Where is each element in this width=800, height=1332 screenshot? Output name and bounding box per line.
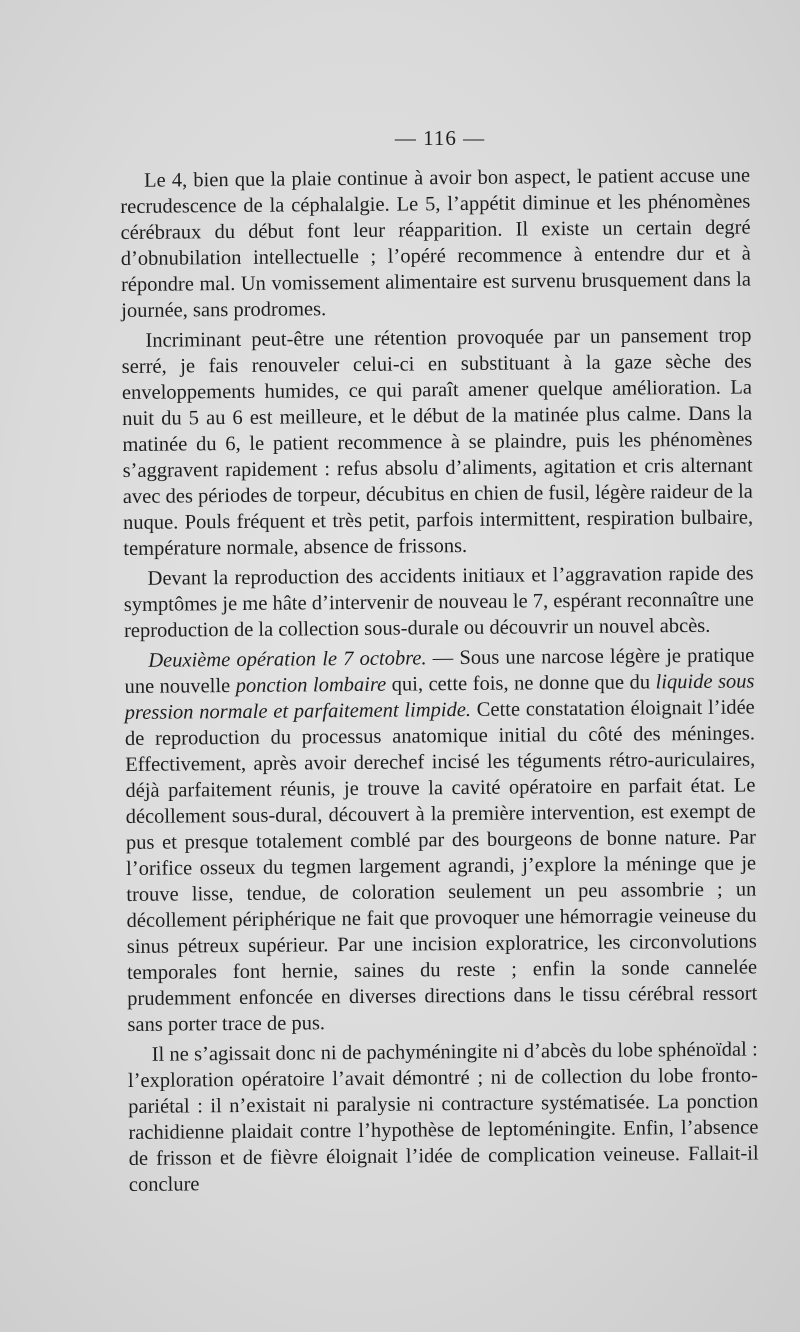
text-segment: qui, cette fois, ne donne que du [386,671,656,696]
text-segment: Incriminant peut-être une rétention provoquée par un pansement trop serré, je fais renouveler celui-ci en substituant à la gaze sèche des enveloppements humides, ce qui paraît amener quelque amélioration. La nuit du 5 au 6 est meilleure, et le début de la matinée plus calme. Dans la matinée du 6, le patient recommence à se plaindre, puis les phénomènes s’aggravent rapidement : refus absolu d’aliments, agitation et cris alternant avec des périodes de torpeur, décubitus en chien de fusil, légère raideur de la nuque. Pouls fréquent et très petit, parfois intermittent, respiration bulbaire, température normale, absence de frissons. [121,324,754,560]
text-segment: Devant la reproduction des accidents initiaux et l’aggravation rapide des symptômes je me hâte d’intervenir de nouveau le 7, espérant reconnaître une reproduction de la collection sous-durale ou découvrir un nouvel abcès. [123,562,754,642]
paragraph [121,322,753,561]
text-segment: Cette constatation éloignait l’idée de reproduction du processus anatomique initial du côté des méninges. Effectivement, après avoir derechef incisé les téguments rétro-auriculaires, déjà parfaitement réunis, je trouve la cavité opératoire en parfait état. Le décollement sous-dural, découvert à la première intervention, est exempt de pus et presque totalement comblé par des bourgeons de bonne nature. Par l’orifice osseux du tegmen largement agrandi, j’explore la méninge que je trouve lisse, tendue, de coloration seulement un peu assombrie ; un décollement périphérique ne fait que provoquer une hémorragie veineuse du sinus pétreux supérieur. Par une incision exploratrice, les circonvolutions temporales font hernie, saines du reste ; enfin la sonde cannelée prudemment enfoncée en diverses directions dans le tissu cérébral ressort sans porter trace de pus. [124,696,758,1036]
body-text [120,163,759,1198]
italic-text-segment: ponction lombaire [235,673,387,698]
paragraph [120,163,751,324]
text-segment: Il ne s’agissait donc ni de pachyméningite ni d’abcès du lobe sphénoïdal : l’exploration opératoire l’avait démontré ; ni de collection du lobe fronto-pariétal : il n’existait ni paralysie ni contracture systématisée. La ponction rachidienne plaidait contre l’hypothèse de leptoméningite. Enfin, l’absence de frisson et de fièvre éloignait l’idée de complication veineuse. Fallait-il conclure [127,1038,759,1196]
italic-text-segment: Deuxième opération le 7 octobre. [148,647,427,672]
text-segment: — Sous une narcose légère je pratique une nouvelle [124,644,755,698]
paragraph [128,1036,759,1197]
italic-text-segment: liquide sous pression normale et parfaitement limpide. [124,670,755,724]
paragraph [123,560,754,643]
text-segment: Le 4, bien que la plaie continue à avoir bon aspect, le patient accuse une recrudescence de la céphalalgie. Le 5, l’appétit diminue et les phénomènes cérébraux du début font leur réapparition. Il existe un certain degré d’obnubilation intellectuelle ; l’opéré recommence à entendre dur et à répondre mal. Un vomissement alimentaire est survenu brusquement dans la journée, sans prodromes. [120,164,752,322]
paragraph [124,642,757,1037]
page-number: — 116 — [394,126,486,150]
